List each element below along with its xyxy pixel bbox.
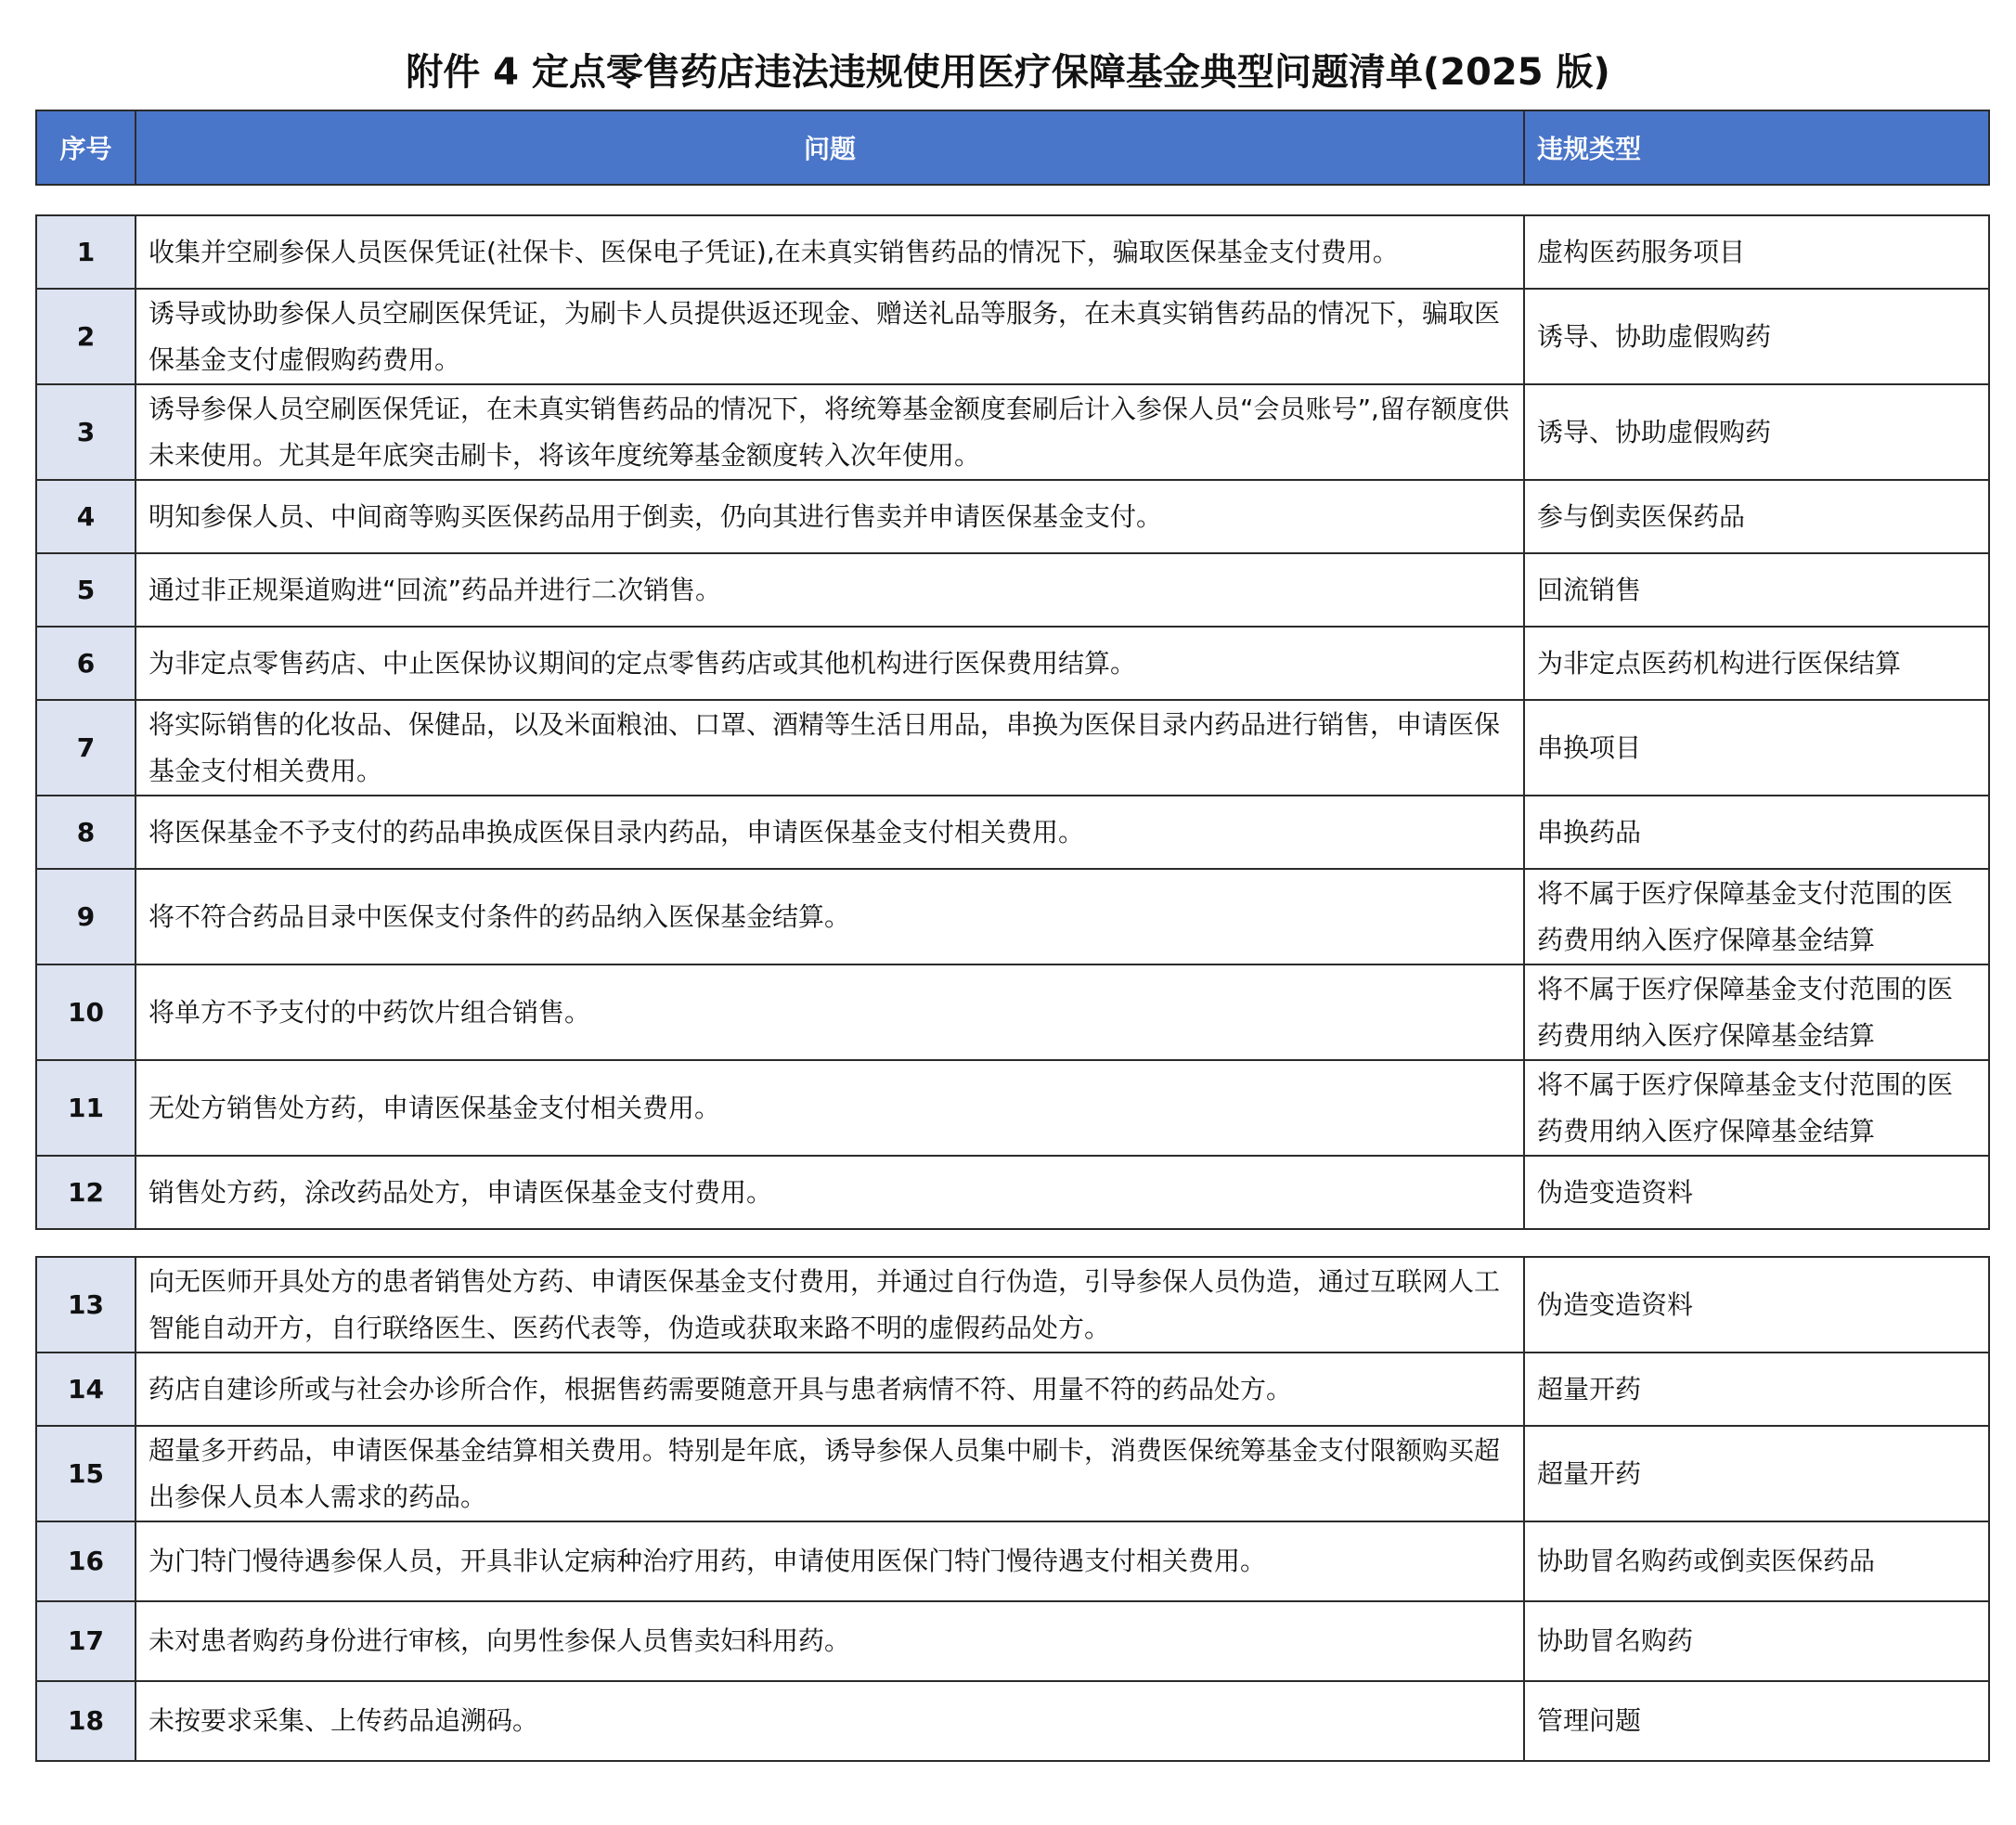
row-problem: 为非定点零售药店、中止医保协议期间的定点零售药店或其他机构进行医保费用结算。 — [136, 627, 1524, 700]
row-number: 14 — [36, 1353, 136, 1426]
header-problem: 问题 — [136, 110, 1524, 185]
row-problem: 无处方销售处方药，申请医保基金支付相关费用。 — [136, 1060, 1524, 1156]
table-row — [36, 289, 1989, 384]
row-violation-type: 将不属于医疗保障基金支付范围的医药费用纳入医疗保障基金结算 — [1524, 1060, 1989, 1156]
row-violation-type: 协助冒名购药或倒卖医保药品 — [1524, 1521, 1989, 1601]
row-violation-type: 参与倒卖医保药品 — [1524, 480, 1989, 553]
table-row — [36, 1353, 1989, 1426]
row-number: 2 — [36, 289, 136, 384]
row-number: 17 — [36, 1601, 136, 1681]
row-violation-type: 将不属于医疗保障基金支付范围的医药费用纳入医疗保障基金结算 — [1524, 964, 1989, 1060]
table-row — [36, 964, 1989, 1060]
table-row — [36, 384, 1989, 480]
row-number: 13 — [36, 1257, 136, 1353]
header-type: 违规类型 — [1524, 110, 1989, 185]
table-row — [36, 1257, 1989, 1353]
row-violation-type: 将不属于医疗保障基金支付范围的医药费用纳入医疗保障基金结算 — [1524, 869, 1989, 964]
table-row — [36, 1060, 1989, 1156]
row-number: 4 — [36, 480, 136, 553]
row-number: 8 — [36, 796, 136, 869]
row-number: 12 — [36, 1156, 136, 1229]
table-row — [36, 700, 1989, 796]
row-number: 9 — [36, 869, 136, 964]
row-problem: 将医保基金不予支付的药品串换成医保目录内药品，申请医保基金支付相关费用。 — [136, 796, 1524, 869]
table-row — [36, 627, 1989, 700]
table-row — [36, 1156, 1989, 1229]
page-title: 附件 4 定点零售药店违法违规使用医疗保障基金典型问题清单(2025 版) — [406, 51, 1610, 94]
row-problem: 诱导参保人员空刷医保凭证，在未真实销售药品的情况下，将统筹基金额度套刷后计入参保人员“会员账号”,留存额度供未来使用。尤其是年底突击刷卡，将该年度统筹基金额度转入次年使用。 — [136, 384, 1524, 480]
row-problem: 未对患者购药身份进行审核，向男性参保人员售卖妇科用药。 — [136, 1601, 1524, 1681]
row-problem: 销售处方药，涂改药品处方，申请医保基金支付费用。 — [136, 1156, 1524, 1229]
header-no: 序号 — [36, 110, 136, 185]
row-problem: 未按要求采集、上传药品追溯码。 — [136, 1681, 1524, 1761]
row-violation-type: 串换药品 — [1524, 796, 1989, 869]
row-number: 16 — [36, 1521, 136, 1601]
table-body-part-1 — [35, 214, 1990, 1230]
row-problem: 将不符合药品目录中医保支付条件的药品纳入医保基金结算。 — [136, 869, 1524, 964]
row-violation-type: 串换项目 — [1524, 700, 1989, 796]
row-violation-type: 伪造变造资料 — [1524, 1257, 1989, 1353]
row-problem: 将实际销售的化妆品、保健品，以及米面粮油、口罩、酒精等生活日用品，串换为医保目录内药品进行销售，申请医保基金支付相关费用。 — [136, 700, 1524, 796]
row-violation-type: 虚构医药服务项目 — [1524, 215, 1989, 289]
row-number: 7 — [36, 700, 136, 796]
row-violation-type: 超量开药 — [1524, 1353, 1989, 1426]
table-row — [36, 869, 1989, 964]
table-row — [36, 1601, 1989, 1681]
row-problem: 通过非正规渠道购进“回流”药品并进行二次销售。 — [136, 553, 1524, 627]
table-row — [36, 215, 1989, 289]
row-violation-type: 伪造变造资料 — [1524, 1156, 1989, 1229]
row-problem: 药店自建诊所或与社会办诊所合作，根据售药需要随意开具与患者病情不符、用量不符的药品处方。 — [136, 1353, 1524, 1426]
table-row — [36, 1521, 1989, 1601]
table-row — [36, 796, 1989, 869]
row-number: 15 — [36, 1426, 136, 1521]
row-violation-type: 协助冒名购药 — [1524, 1601, 1989, 1681]
row-number: 6 — [36, 627, 136, 700]
row-problem: 诱导或协助参保人员空刷医保凭证，为刷卡人员提供返还现金、赠送礼品等服务，在未真实销售药品的情况下，骗取医保基金支付虚假购药费用。 — [136, 289, 1524, 384]
row-violation-type: 为非定点医药机构进行医保结算 — [1524, 627, 1989, 700]
row-violation-type: 回流销售 — [1524, 553, 1989, 627]
row-number: 10 — [36, 964, 136, 1060]
row-problem: 向无医师开具处方的患者销售处方药、申请医保基金支付费用，并通过自行伪造，引导参保人员伪造，通过互联网人工智能自动开方，自行联络医生、医药代表等，伪造或获取来路不明的虚假药品处方。 — [136, 1257, 1524, 1353]
row-problem: 为门特门慢待遇参保人员，开具非认定病种治疗用药，申请使用医保门特门慢待遇支付相关费用。 — [136, 1521, 1524, 1601]
table-row — [36, 480, 1989, 553]
row-number: 18 — [36, 1681, 136, 1761]
row-number: 3 — [36, 384, 136, 480]
row-problem: 超量多开药品，申请医保基金结算相关费用。特别是年底，诱导参保人员集中刷卡，消费医保统筹基金支付限额购买超出参保人员本人需求的药品。 — [136, 1426, 1524, 1521]
table-body-part-2 — [35, 1256, 1990, 1762]
row-problem: 明知参保人员、中间商等购买医保药品用于倒卖，仍向其进行售卖并申请医保基金支付。 — [136, 480, 1524, 553]
row-violation-type: 诱导、协助虚假购药 — [1524, 289, 1989, 384]
row-problem: 收集并空刷参保人员医保凭证(社保卡、医保电子凭证),在未真实销售药品的情况下，骗取医保基金支付费用。 — [136, 215, 1524, 289]
row-number: 11 — [36, 1060, 136, 1156]
row-number: 5 — [36, 553, 136, 627]
table-row — [36, 1681, 1989, 1761]
row-number: 1 — [36, 215, 136, 289]
table-row — [36, 1426, 1989, 1521]
row-problem: 将单方不予支付的中药饮片组合销售。 — [136, 964, 1524, 1060]
table-row — [36, 553, 1989, 627]
table-header — [35, 110, 1990, 186]
row-violation-type: 超量开药 — [1524, 1426, 1989, 1521]
row-violation-type: 管理问题 — [1524, 1681, 1989, 1761]
row-violation-type: 诱导、协助虚假购药 — [1524, 384, 1989, 480]
